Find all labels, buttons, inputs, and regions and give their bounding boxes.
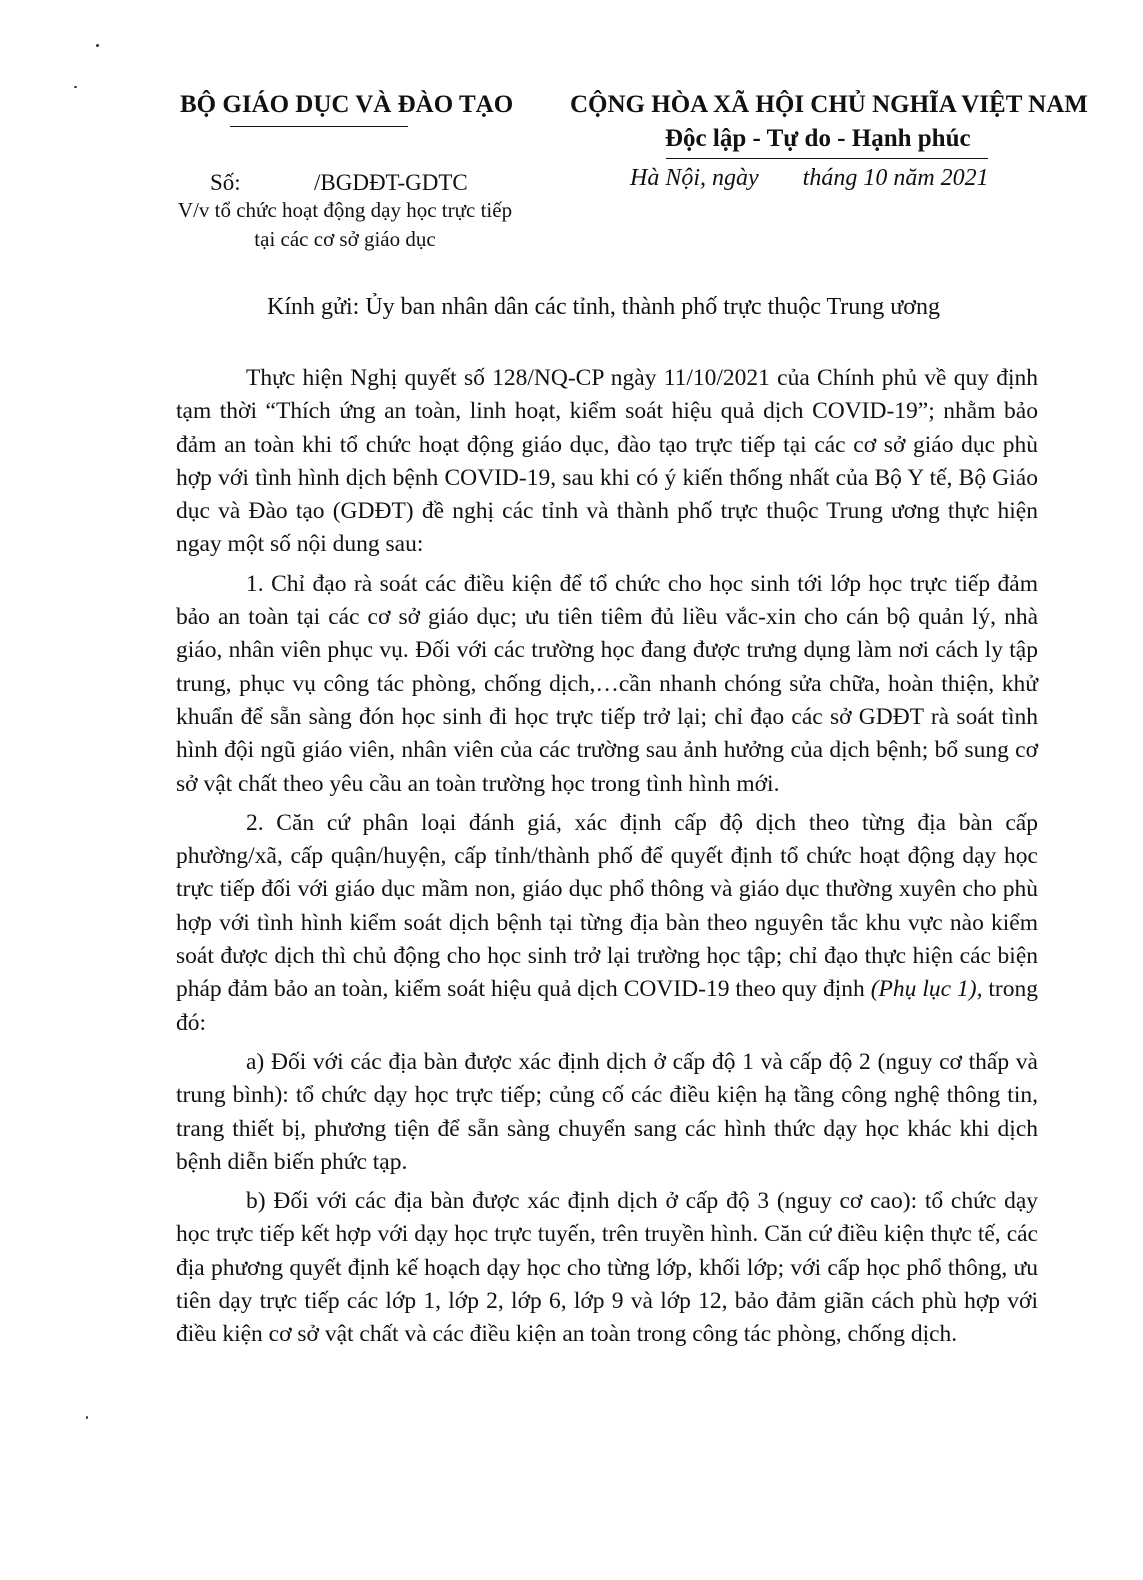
document-body [176, 362, 1038, 1352]
subject-line-2: tại các cơ sở giáo dục [254, 227, 436, 251]
paragraph-item-2a: a) Đối với các địa bàn được xác định dịch ở cấp độ 1 và cấp độ 2 (nguy cơ thấp và trung bình): tổ chức dạy học trực tiếp; củng cố các điều kiện hạ tầng công nghệ thông tin, trang thiết bị, phương tiện để sẵn sàng chuyển sang các hình thức dạy học khác khi dịch bệnh diễn biến phức tạp. [176, 1048, 1038, 1175]
place-date-part1: Hà Nội, ngày [630, 165, 759, 191]
subject-line-1: V/v tổ chức hoạt động dạy học trực tiếp [177, 198, 513, 222]
paragraph-item-2 [176, 807, 1038, 1040]
item-2-main: 2. Căn cứ phân loại đánh giá, xác định cấp độ dịch theo từng địa bàn cấp phường/xã, cấp quận/huyện, cấp tỉnh/thành phố để quyết định tổ chức hoạt động dạy học trực tiếp đối với giáo dục mầm non, giáo dục phổ thông và giáo dục thường xuyên cho phù hợp với tình hình kiểm soát dịch bệnh tại từng địa bàn theo nguyên tắc khu vực nào kiểm soát được dịch thì chủ động cho học sinh trở lại trường học tập; chỉ đạo thực hiện các biện pháp đảm bảo an toàn, kiểm soát hiệu quả dịch COVID-19 theo quy định [176, 809, 1038, 1003]
paragraph-item-1: 1. Chỉ đạo rà soát các điều kiện để tổ chức cho học sinh tới lớp học trực tiếp đảm bảo an toàn tại các cơ sở giáo dục; ưu tiên tiêm đủ liều vắc-xin cho cán bộ quản lý, nhà giáo, nhân viên phục vụ. Đối với các trường học đang được trưng dụng làm nơi cách ly tập trung, phục vụ công tác phòng, chống dịch,…cần nhanh chóng sửa chữa, hoàn thiện, khử khuẩn để sẵn sàng đón học sinh đi học trực tiếp trở lại; chỉ đạo các sở GDĐT rà soát tình hình đội ngũ giáo viên, nhân viên của các trường sau ảnh hưởng của dịch bệnh; bổ sung cơ sở vật chất theo yêu cầu an toàn trường học trong tình hình mới. [176, 570, 1038, 797]
ministry-underline [230, 126, 408, 127]
republic-title: CỘNG HÒA XÃ HỘI CHỦ NGHĨA VIỆT NAM [570, 91, 1088, 118]
recipient-line: Kính gửi: Ủy ban nhân dân các tỉnh, thành phố trực thuộc Trung ương [267, 294, 940, 320]
document-number-code: /BGDĐT-GDTC [314, 170, 468, 195]
scan-speck [74, 86, 77, 88]
scan-speck [86, 1416, 88, 1419]
appendix-reference: (Phụ lục 1), [870, 976, 983, 1003]
item-2-tail: trong đó: [176, 976, 1039, 1036]
place-date [630, 163, 989, 193]
place-date-part2: tháng 10 năm 2021 [802, 165, 989, 191]
document-number-label: Số: [210, 170, 241, 195]
national-motto: Độc lập - Tự do - Hạnh phúc [665, 125, 971, 152]
ministry-name: BỘ GIÁO DỤC VÀ ĐÀO TẠO [180, 91, 514, 118]
motto-underline [666, 158, 988, 159]
subject [165, 196, 525, 254]
paragraph-intro: Thực hiện Nghị quyết số 128/NQ-CP ngày 11/10/2021 của Chính phủ về quy định tạm thời “Thích ứng an toàn, linh hoạt, kiểm soát hiệu quả dịch COVID-19”; nhằm bảo đảm an toàn khi tổ chức hoạt động giáo dục, đào tạo trực tiếp tại các cơ sở giáo dục phù hợp với tình hình dịch bệnh COVID-19, sau khi có ý kiến thống nhất của Bộ Y tế, Bộ Giáo dục và Đào tạo (GDĐT) đề nghị các tỉnh và thành phố trực thuộc Trung ương thực hiện ngay một số nội dung sau: [176, 365, 1038, 558]
scan-speck [96, 44, 99, 47]
paragraph-item-2b: b) Đối với các địa bàn được xác định dịch ở cấp độ 3 (nguy cơ cao): tổ chức dạy học trực tiếp kết hợp với dạy học trực tuyến, trên truyền hình. Căn cứ điều kiện thực tế, các địa phương quyết định kế hoạch dạy học cho từng lớp, khối lớp; với cấp học phổ thông, ưu tiên dạy trực tiếp các lớp 1, lớp 2, lớp 6, lớp 9 và lớp 12, bảo đảm giãn cách phù hợp với điều kiện cơ sở vật chất và các điều kiện an toàn trong công tác phòng, chống dịch. [176, 1188, 1038, 1348]
